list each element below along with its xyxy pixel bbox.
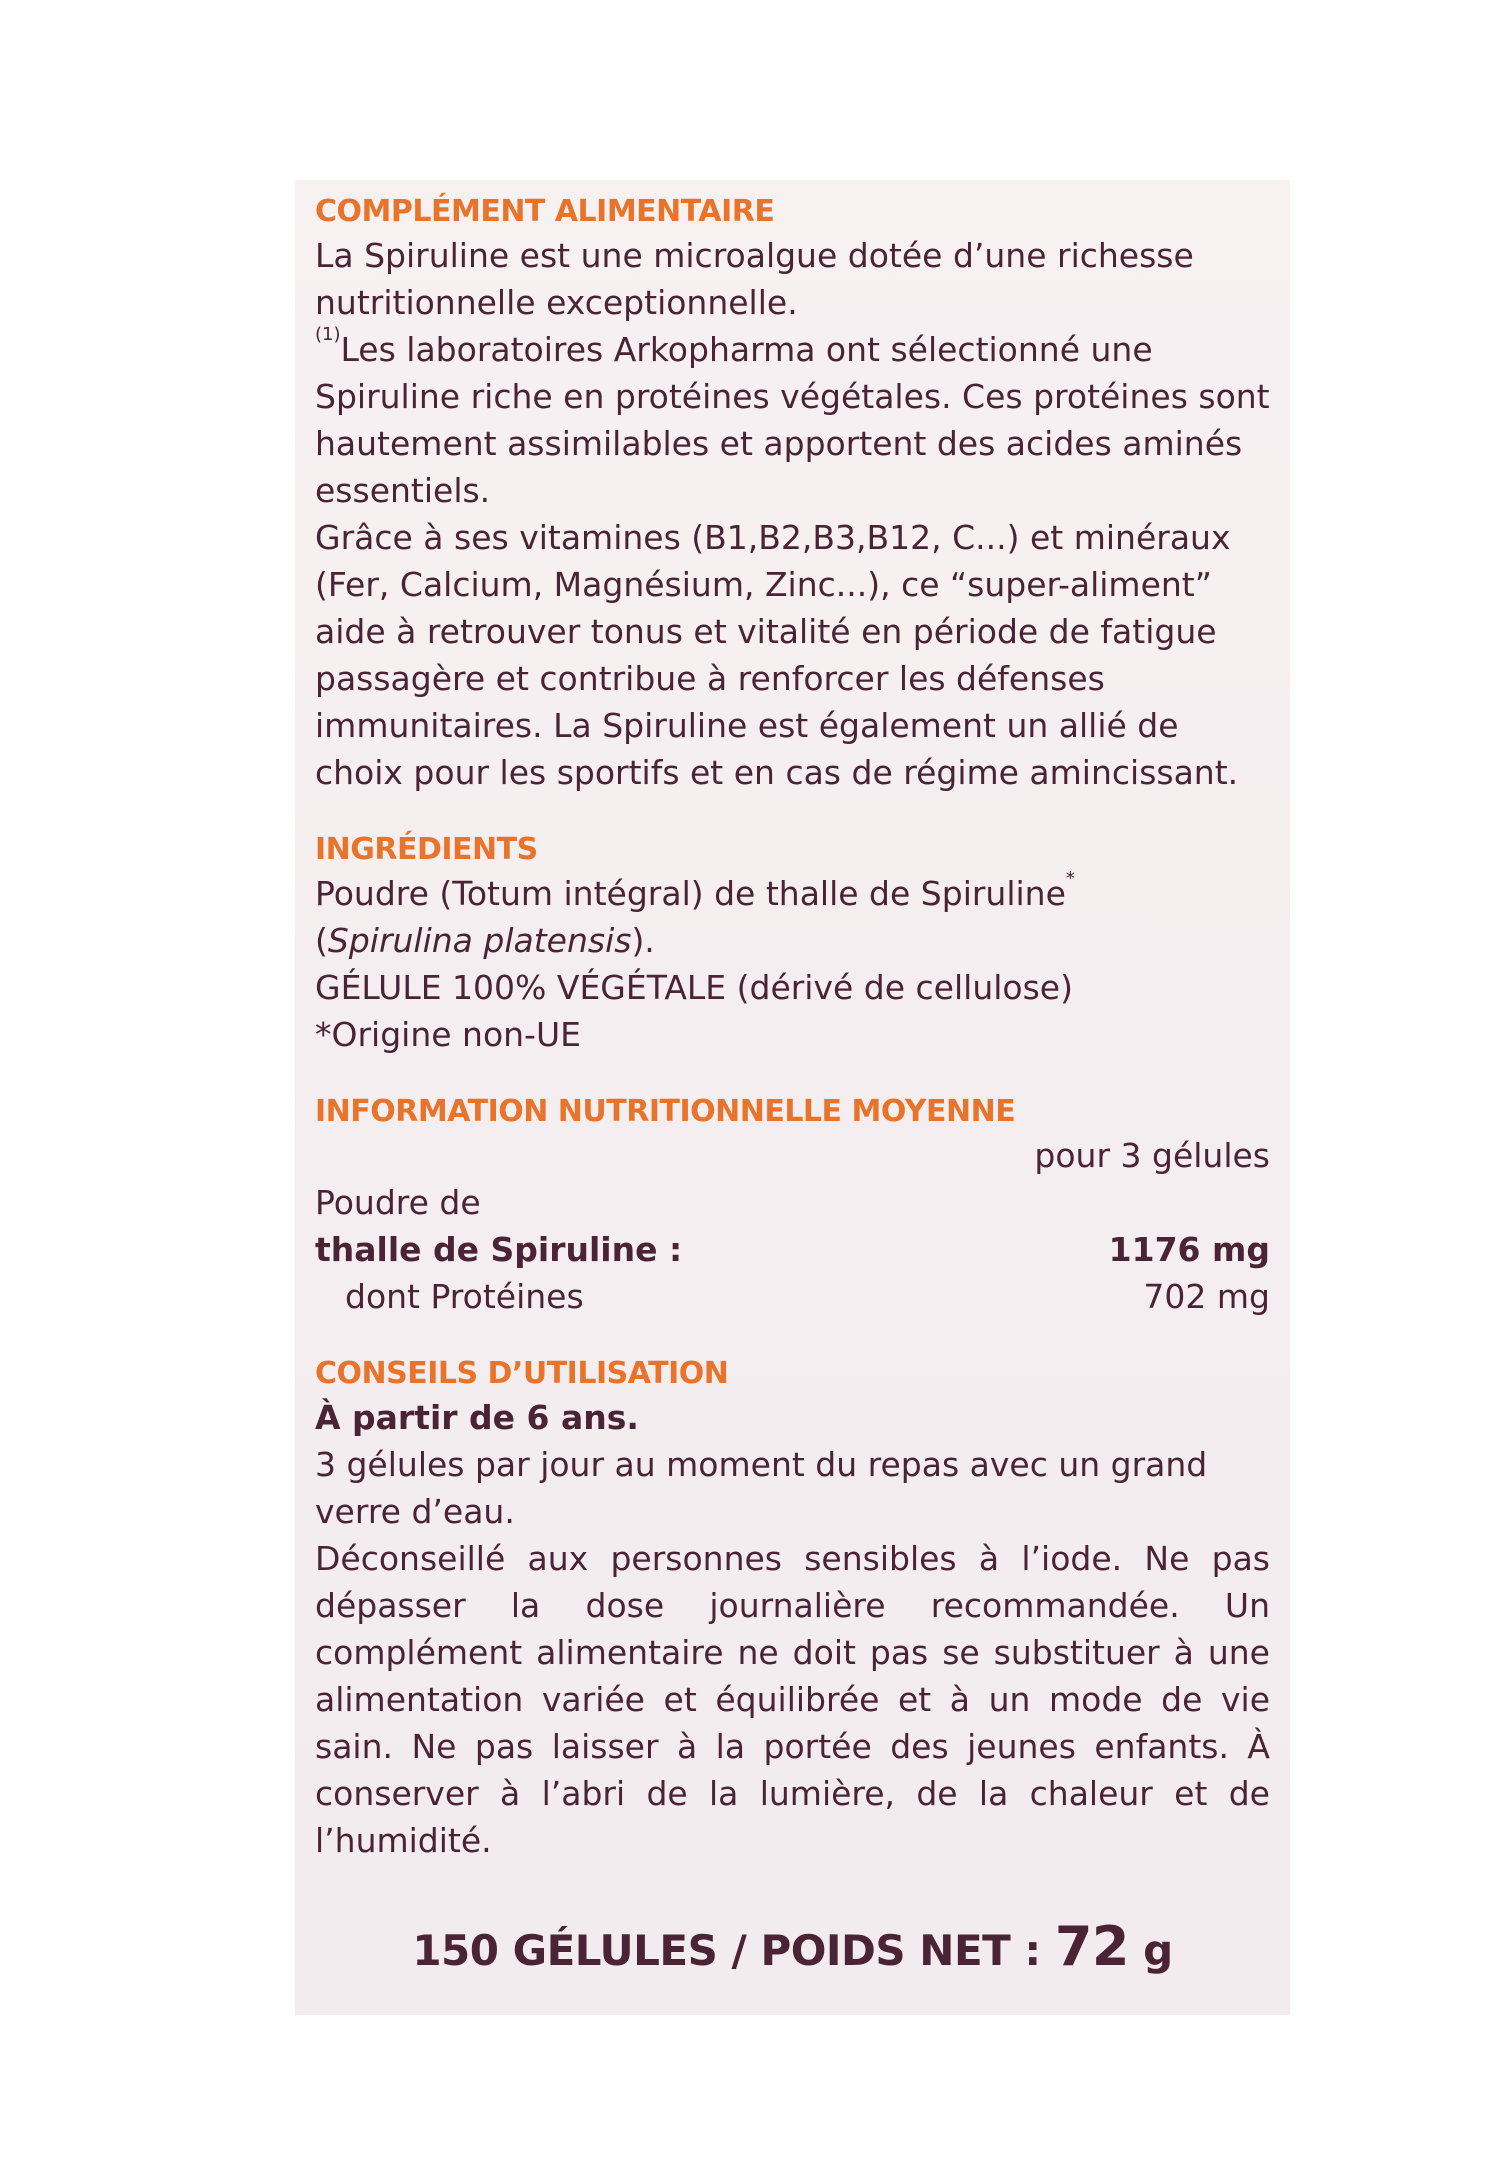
complement-paragraph-1: La Spiruline est une microalgue dotée d’une richesse nutritionnelle exceptionnelle. [315, 236, 1194, 322]
nutrition-heading: INFORMATION NUTRITIONNELLE MOYENNE [315, 1094, 1016, 1129]
complement-paragraph-2-text: Les laboratoires Arkopharma ont sélectionné une Spiruline riche en protéines végétales. Ces protéines sont hautement assimilables et apportent des acides aminés essentiels. [315, 330, 1270, 510]
net-weight-line [295, 1915, 1290, 1978]
nutrition-label-3: dont Protéines [345, 1277, 584, 1316]
paren-close: ). [631, 921, 655, 960]
label-content [315, 192, 1270, 1864]
ingredients-heading: INGRÉDIENTS [315, 832, 538, 867]
complement-heading: COMPLÉMENT ALIMENTAIRE [315, 194, 775, 229]
ingredients-line-3: GÉLULE 100% VÉGÉTALE (dérivé de cellulose) [315, 968, 1073, 1007]
paren-open: ( [315, 921, 328, 960]
ingredients-line-1 [315, 870, 1270, 917]
asterisk-marker: * [1065, 868, 1075, 889]
nutrition-value-2: 1176 mg [1108, 1230, 1270, 1269]
usage-heading: CONSEILS D’UTILISATION [315, 1356, 729, 1391]
complement-paragraph-3: Grâce à ses vitamines (B1,B2,B3,B12, C...) et minéraux (Fer, Calcium, Magnésium, Zinc...), ce “super-aliment” aide à retrouver tonus et vitalité en période de fatigue passagère et contribue à renforcer les défenses immunitaires. La Spiruline est également un allié de choix pour les sportifs et en cas de régime amincissant. [315, 518, 1239, 792]
usage-paragraph-2: Déconseillé aux personnes sensibles à l’iode. Ne pas dépasser la dose journalière recommandée. Un complément alimentaire ne doit pas se substituer à une alimentation variée et équilibrée et à un mode de vie sain. Ne pas laisser à la portée des jeunes enfants. À conserver à l’abri de la lumière, de la chaleur et de l’humidité. [315, 1539, 1270, 1860]
usage-age: À partir de 6 ans. [315, 1398, 639, 1437]
nutrition-row-proteines [315, 1273, 1270, 1320]
nutrition-label-2: thalle de Spiruline : [315, 1230, 683, 1269]
usage-paragraph-1: 3 gélules par jour au moment du repas avec un grand verre d’eau. [315, 1445, 1208, 1531]
net-weight-value: 72 [1054, 1915, 1129, 1978]
label-panel [295, 180, 1290, 2015]
ingredients-line-4: *Origine non-UE [315, 1015, 581, 1054]
ingredients-line-1-text: Poudre (Totum intégral) de thalle de Spiruline [315, 874, 1066, 913]
net-weight-prefix: 150 GÉLULES / POIDS NET : [412, 1926, 1055, 1975]
nutrition-value-3: 702 mg [1143, 1277, 1270, 1316]
net-weight-unit: g [1128, 1926, 1173, 1975]
nutrition-label-1: Poudre de [315, 1183, 481, 1222]
latin-name: Spirulina platensis [327, 921, 632, 960]
footnote-marker: (1) [315, 324, 341, 345]
nutrition-per-serving: pour 3 gélules [1034, 1136, 1270, 1175]
complement-paragraph-2 [315, 326, 1270, 514]
nutrition-row-spiruline [315, 1226, 1270, 1273]
ingredients-line-2 [315, 917, 1270, 964]
